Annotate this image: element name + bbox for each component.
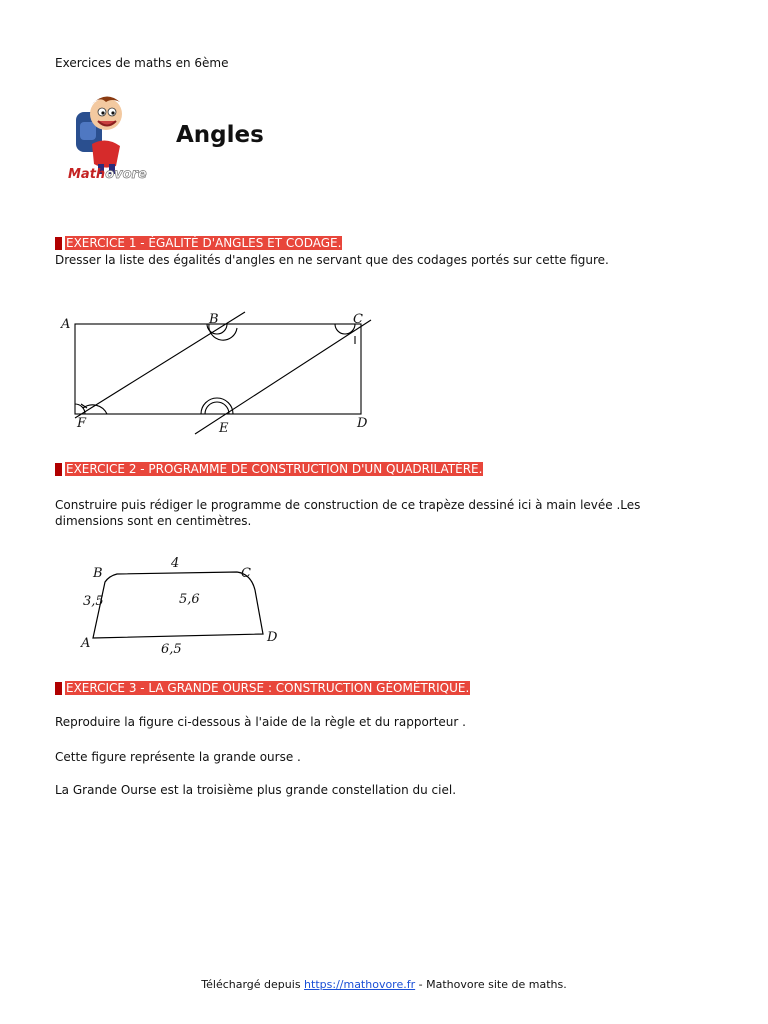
exercise-2-heading-text: EXERCICE 2 - PROGRAMME DE CONSTRUCTION D'UN QUADRILATÈRE. [66,462,483,476]
exercise-1-heading-text: EXERCICE 1 - ÉGALITÉ D'ANGLES ET CODAGE. [66,236,342,250]
heading-marker [55,682,62,695]
exercise-3-heading-text: EXERCICE 3 - LA GRANDE OURSE : CONSTRUCTION GÉOMÉTRIQUE. [66,681,470,695]
exercise-2-text: Construire puis rédiger le programme de construction de ce trapèze dessiné ici à main levée .Les dimensions sont en centimètres. [55,498,641,528]
trapezoid-label-b: B [93,566,103,581]
trapezoid-left-length: 3,5 [83,594,104,609]
figure-rectangle-parallels [55,308,385,443]
figure-label-e: E [219,421,229,436]
trapezoid-label-d: D [267,630,278,645]
exercise-3-line-2: Cette figure représente la grande ourse . [55,750,301,764]
exercise-3-line-3: La Grande Ourse est la troisième plus grande constellation du ciel. [55,783,457,797]
heading-marker [55,463,62,476]
exercise-1-heading [55,236,342,251]
heading-marker [55,237,62,250]
figure-label-a: A [61,317,71,332]
exercise-2-heading [55,462,483,477]
figure-label-c: C [353,312,363,327]
page-footer [0,978,768,991]
trapezoid-label-c: C [241,566,251,581]
trapezoid-bottom-length: 6,5 [161,642,182,657]
footer-prefix: Téléchargé depuis [201,978,305,991]
svg-text:Mathovore: Mathovore [68,167,147,182]
document-subtitle: Exercices de maths en 6ème [55,56,229,70]
mathovore-logo [62,88,160,186]
trapezoid-label-a: A [81,636,91,651]
trapezoid-diagonal-length: 5,6 [179,592,200,607]
page-title: Angles [176,122,264,148]
footer-suffix: - Mathovore site de maths. [415,978,567,991]
figure-label-d: D [357,416,368,431]
figure-trapezoid [55,552,295,662]
exercise-3-heading [55,681,470,696]
trapezoid-top-length: 4 [171,556,180,571]
exercise-1-text: Dresser la liste des égalités d'angles en ne servant que des codages portés sur cette figure. [55,253,609,267]
exercise-3-line-1: Reproduire la figure ci-dessous à l'aide de la règle et du rapporteur . [55,715,466,729]
figure-label-b: B [209,312,219,327]
figure-label-f: F [77,416,87,431]
footer-link[interactable]: https://mathovore.fr [304,978,416,991]
